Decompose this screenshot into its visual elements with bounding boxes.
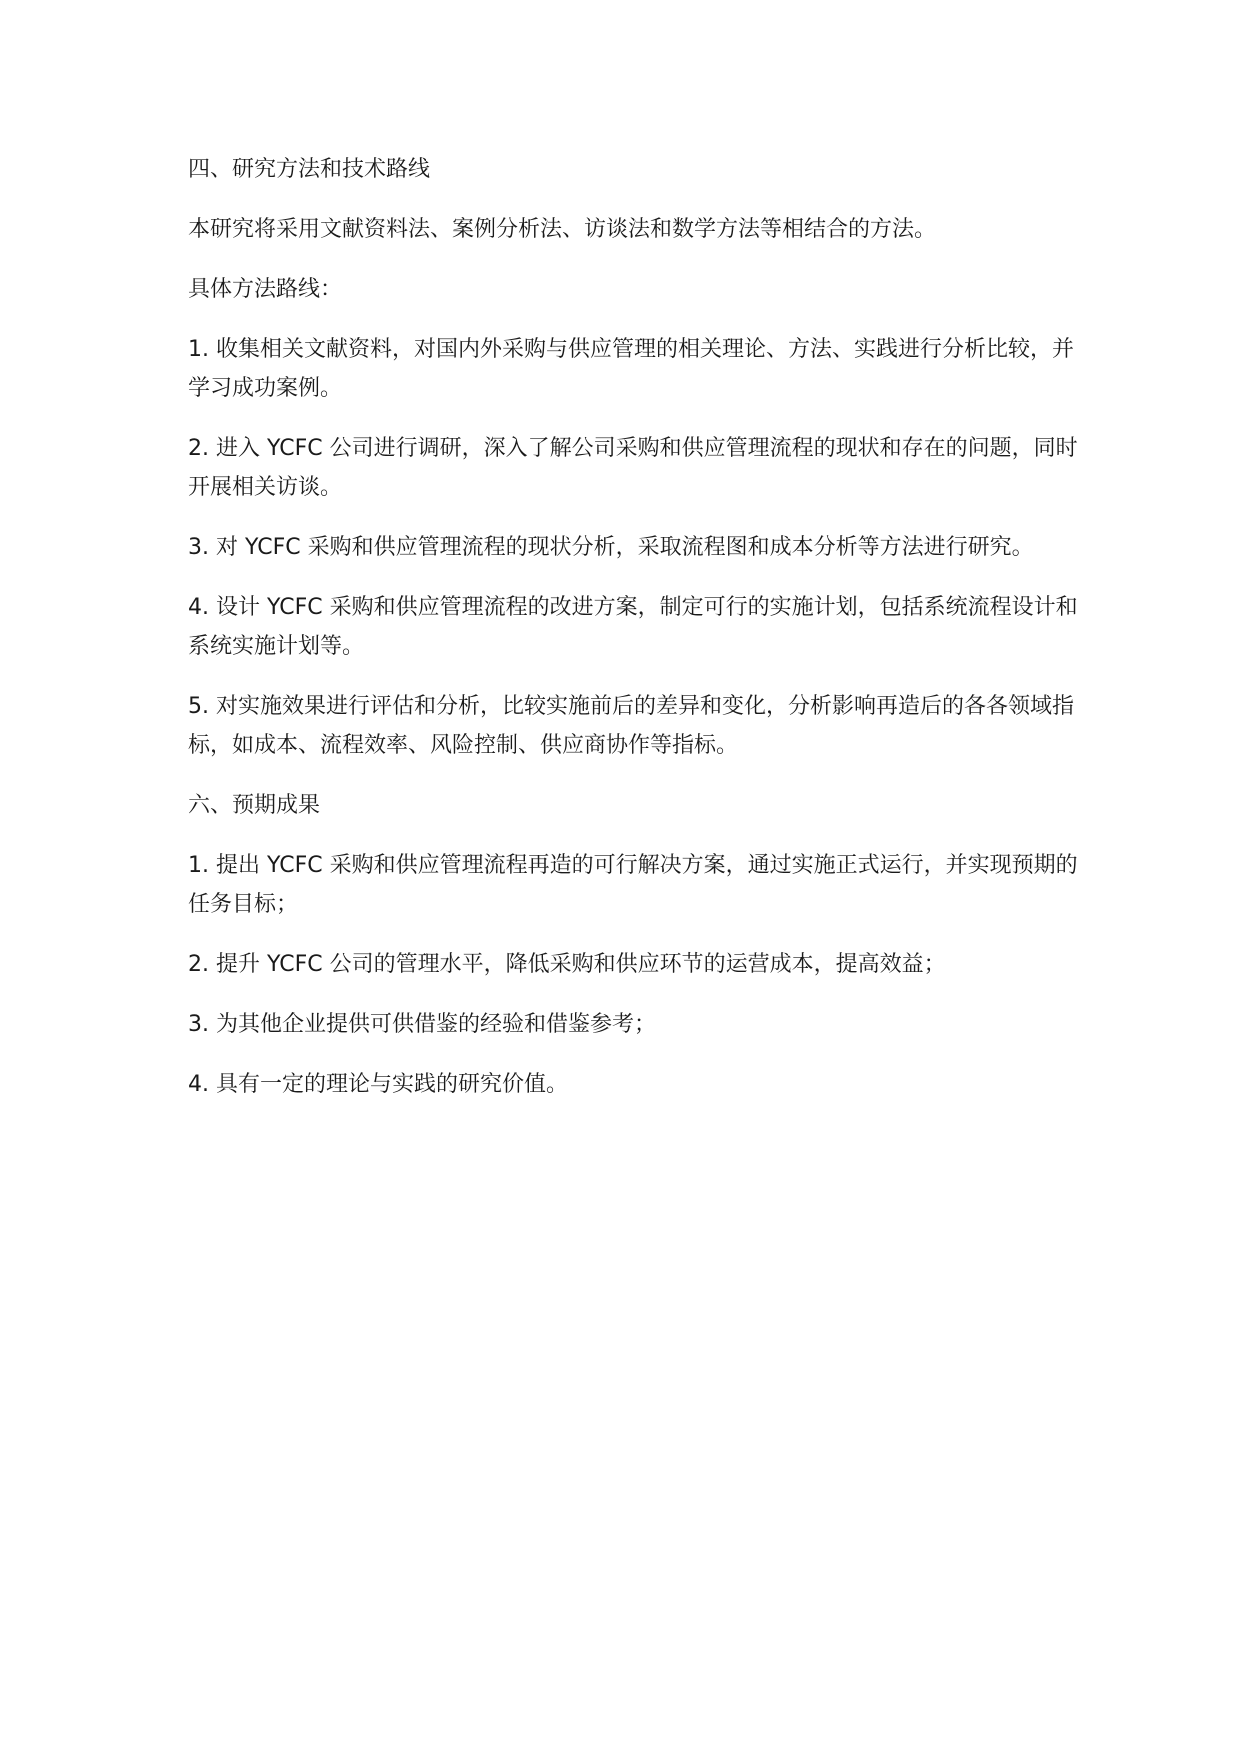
method-item-5: 5. 对实施效果进行评估和分析，比较实施前后的差异和变化，分析影响再造后的各各领域指标，如成本、流程效率、风险控制、供应商协作等指标。: [188, 694, 1074, 758]
method-item-4: 4. 设计 YCFC 采购和供应管理流程的改进方案，制定可行的实施计划，包括系统流程设计和系统实施计划等。: [188, 595, 1078, 659]
section-6-heading: 六、预期成果: [188, 793, 321, 818]
outcome-item-1: 1. 提出 YCFC 采购和供应管理流程再造的可行解决方案，通过实施正式运行，并实现预期的任务目标；: [188, 853, 1078, 917]
outcome-item-3: 3. 为其他企业提供可供借鉴的经验和借鉴参考；: [188, 1012, 656, 1037]
method-item-1: 1. 收集相关文献资料，对国内外采购与供应管理的相关理论、方法、实践进行分析比较，并学习成功案例。: [188, 337, 1074, 401]
method-item-3: 3. 对 YCFC 采购和供应管理流程的现状分析，采取流程图和成本分析等方法进行研究。: [188, 535, 1034, 560]
method-route-label: 具体方法路线：: [188, 277, 343, 302]
document-body: [188, 150, 1088, 1125]
section-4-intro: 本研究将采用文献资料法、案例分析法、访谈法和数学方法等相结合的方法。: [188, 217, 937, 242]
outcome-item-4: 4. 具有一定的理论与实践的研究价值。: [188, 1072, 568, 1097]
method-item-2: 2. 进入 YCFC 公司进行调研，深入了解公司采购和供应管理流程的现状和存在的问题，同时开展相关访谈。: [188, 436, 1078, 500]
outcome-item-2: 2. 提升 YCFC 公司的管理水平，降低采购和供应环节的运营成本，提高效益；: [188, 952, 946, 977]
section-4-heading: 四、研究方法和技术路线: [188, 157, 431, 182]
